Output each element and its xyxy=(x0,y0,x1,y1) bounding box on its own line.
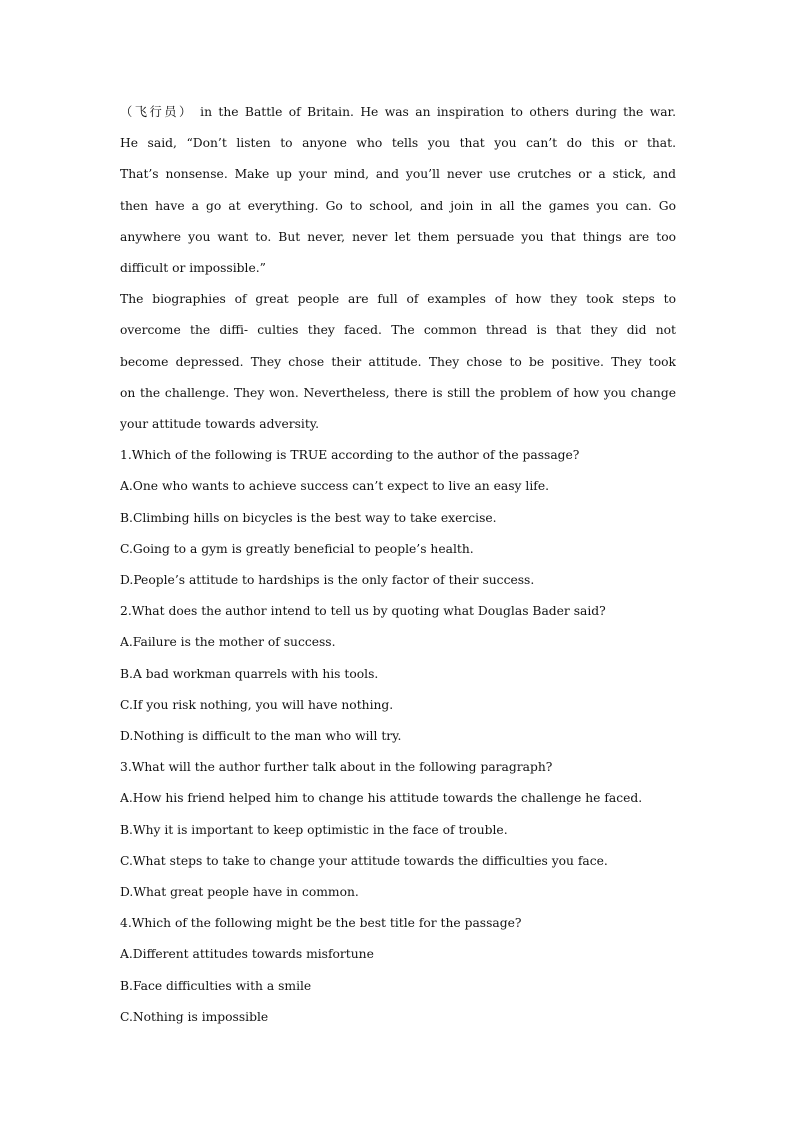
answer-option: A.Different attitudes towards misfortune xyxy=(120,947,374,962)
passage-line: The biographies of great people are full of examples of how they took steps to xyxy=(120,292,676,307)
answer-option: C.If you risk nothing, you will have nothing. xyxy=(120,697,394,712)
question-block-4 xyxy=(120,908,676,1033)
passage-line: your attitude towards adversity. xyxy=(120,416,320,431)
passage-line: anywhere you want to. But never, never let them persuade you that things are too xyxy=(120,229,676,244)
passage-line: become depressed. They chose their attitude. They chose to be positive. They took xyxy=(120,354,676,369)
answer-option: A.Failure is the mother of success. xyxy=(120,635,336,650)
answer-option: C.Going to a gym is greatly beneficial to people’s health. xyxy=(120,541,474,556)
question-block-1 xyxy=(120,440,676,596)
passage-line: then have a go at everything. Go to school, and join in all the games you can. Go xyxy=(120,198,676,213)
answer-option: D.People’s attitude to hardships is the only factor of their success. xyxy=(120,572,535,587)
passage-line: （飞行员） in the Battle of Britain. He was an inspiration to others during the war. xyxy=(120,105,676,119)
answer-option: D.Nothing is difficult to the man who will try. xyxy=(120,728,402,743)
answer-option: D.What great people have in common. xyxy=(120,884,359,899)
question-stem: 4.Which of the following might be the best title for the passage? xyxy=(120,916,522,931)
passage-line: difficult or impossible.” xyxy=(120,260,266,275)
question-stem: 3.What will the author further talk about in the following paragraph? xyxy=(120,760,553,775)
passage-line: on the challenge. They won. Nevertheless, there is still the problem of how you change xyxy=(120,385,676,400)
passage-line: That’s nonsense. Make up your mind, and you’ll never use crutches or a stick, and xyxy=(120,167,676,182)
answer-option: B.Why it is important to keep optimistic in the face of trouble. xyxy=(120,822,508,837)
answer-option: C.Nothing is impossible xyxy=(120,1009,269,1024)
answer-option: C.What steps to take to change your attitude towards the difficulties you face. xyxy=(120,853,608,868)
answer-option: B.Face difficulties with a smile xyxy=(120,978,312,993)
answer-option: B.A bad workman quarrels with his tools. xyxy=(120,666,379,681)
document-page xyxy=(120,97,676,1033)
answer-option: A.One who wants to achieve success can’t expect to live an easy life. xyxy=(120,479,550,494)
answer-option: A.How his friend helped him to change his attitude towards the challenge he faced. xyxy=(120,791,643,806)
question-stem: 1.Which of the following is TRUE according to the author of the passage? xyxy=(120,448,580,463)
question-stem: 2.What does the author intend to tell us by quoting what Douglas Bader said? xyxy=(120,604,606,619)
question-block-2 xyxy=(120,596,676,752)
passage-line: He said, “Don’t listen to anyone who tells you that you can’t do this or that. xyxy=(120,136,676,151)
passage xyxy=(120,97,676,440)
answer-option: B.Climbing hills on bicycles is the best way to take exercise. xyxy=(120,510,497,525)
question-block-3 xyxy=(120,752,676,908)
passage-line: overcome the diffi- culties they faced. The common thread is that they did not xyxy=(120,323,676,338)
